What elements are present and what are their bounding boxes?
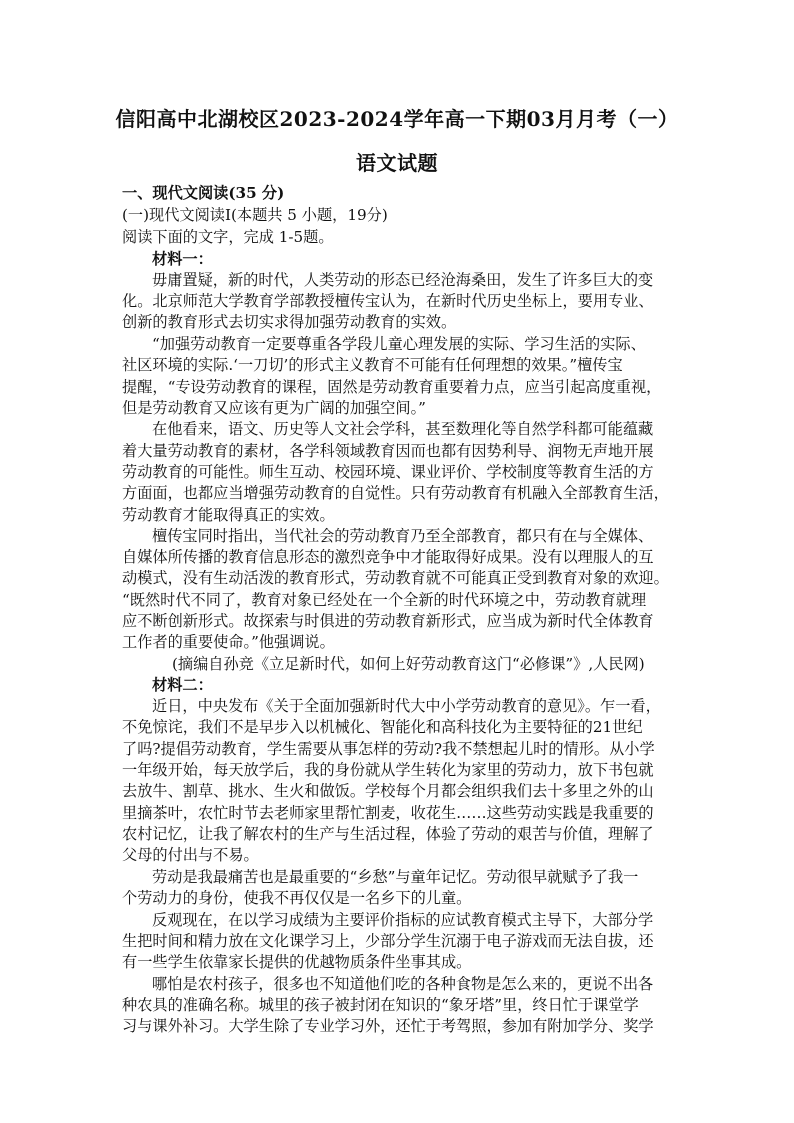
paragraph-line: 着大量劳动教育的素材，各学科领域教育因而也都有因势利导、润物无声地开展 <box>122 442 654 460</box>
exam-title: 信阳高中北湖校区2023-2024学年高一下期03月月考（一） <box>115 107 679 131</box>
paragraph-line: 提醒，“专设劳动教育的课程，固然是劳动教育重要着力点，应当引起高度重视， <box>122 378 662 396</box>
paragraph-line: 创新的教育形式去切实求得加强劳动教育的实效。 <box>122 313 457 331</box>
source-citation: (摘编自孙竞《立足新时代，如何上好劳动教育这门“必修课”》,人民网) <box>172 655 645 673</box>
paragraph-line: 种农具的准确名称。城里的孩子被封闭在知识的“象牙塔”里，终日忙于课堂学 <box>122 996 639 1014</box>
subsection-heading: (一)现代文阅读I(本题共 5 小题，19分) <box>122 206 388 224</box>
paragraph-line: 劳动是我最痛苦也是最重要的“乡愁”与童年记忆。劳动很早就赋予了我一 <box>152 868 639 886</box>
paragraph-line: 去放牛、割草、挑水、生火和做饭。学校每个月都会组织我们去十多里之外的山 <box>122 782 654 800</box>
paragraph-line: 个劳动力的身份，使我不再仅仅是一名乡下的儿童。 <box>122 889 472 907</box>
paragraph-line: 劳动教育的可能性。师生互动、校园环境、课业评价、学校制度等教育生活的方 <box>122 463 654 481</box>
paragraph-line: 生把时间和精力放在文化课学习上，少部分学生沉溺于电子游戏而无法自拔，还 <box>122 932 654 950</box>
material2-label: 材料二： <box>152 676 213 694</box>
paragraph-line: 在他看来，语文、历史等人文社会学科，甚至数理化等自然学科都可能蕴藏 <box>152 420 654 438</box>
paragraph-line: 应不断创新形式。故探索与时俱进的劳动教育新形式，应当成为新时代全体教育 <box>122 612 654 630</box>
paragraph-line: 父母的付出与不易。 <box>122 846 259 864</box>
paragraph-line: 农村记忆，让我了解农村的生产与生活过程，体验了劳动的艰苦与价值，理解了 <box>122 825 654 843</box>
paragraph-line: 劳动教育才能取得真正的实效。 <box>122 506 335 524</box>
reading-instruction: 阅读下面的文字，完成 1-5题。 <box>122 228 334 246</box>
paragraph-line: “加强劳动教育一定要尊重各学段儿童心理发展的实际、学习生活的实际、 <box>152 335 646 353</box>
paragraph-line: 工作者的重要使命。”他强调说。 <box>122 633 335 651</box>
paragraph-line: 化。北京师范大学教育学部教授檀传宝认为，在新时代历史坐标上，要用专业、 <box>122 292 654 310</box>
paragraph-line: 不免惊诧，我们不是早步入以机械化、智能化和高科技化为主要特征的21世纪 <box>122 718 643 736</box>
paragraph-line: 反观现在，在以学习成绩为主要评价指标的应试教育模式主导下，大部分学 <box>152 911 654 929</box>
paragraph-line: 习与课外补习。大学生除了专业学习外，还忙于考驾照，参加有附加学分、奖学 <box>122 1017 654 1035</box>
section-heading: 一、现代文阅读(35 分) <box>122 184 285 202</box>
paragraph-line: 一年级开始，每天放学后，我的身份就从学生转化为家里的劳动力，放下书包就 <box>122 761 654 779</box>
material1-label: 材料一： <box>152 250 213 268</box>
paragraph-line: 哪怕是农村孩子，很多也不知道他们吃的各种食物是怎么来的，更说不出各 <box>152 975 654 993</box>
exam-subtitle: 语文试题 <box>356 151 438 175</box>
paragraph-line: 方面面，也都应当增强劳动教育的自觉性。只有劳动教育有机融入全部教育生活， <box>122 484 669 502</box>
paragraph-line: 近日，中央发布《关于全面加强新时代大中小学劳动教育的意见》。乍一看， <box>152 697 661 715</box>
paragraph-line: “既然时代不同了，教育对象已经处在一个全新的时代环境之中，劳动教育就理 <box>122 591 647 609</box>
paragraph-line: 社区环境的实际.‘一刀切’的形式主义教育不可能有任何理想的效果。”檀传宝 <box>122 356 623 374</box>
paragraph-line: 自媒体所传播的教育信息形态的激烈竞争中才能取得好成果。没有以理服人的互 <box>122 548 654 566</box>
paragraph-line: 檀传宝同时指出，当代社会的劳动教育乃至全部教育，都只有在与全媒体、 <box>152 527 654 545</box>
paragraph-line: 毋庸置疑，新的时代，人类劳动的形态已经沧海桑田，发生了许多巨大的变 <box>152 271 654 289</box>
paragraph-line: 动模式，没有生动活泼的教育形式，劳动教育就不可能真正受到教育对象的欢迎。 <box>122 569 669 587</box>
paragraph-line: 里摘茶叶，农忙时节去老师家里帮忙割麦，收花生……这些劳动实践是我重要的 <box>122 804 654 822</box>
paragraph-line: 有一些学生依靠家长提供的优越物质条件坐事其成。 <box>122 953 472 971</box>
paragraph-line: 了吗?提倡劳动教育，学生需要从事怎样的劳动?我不禁想起儿时的情形。从小学 <box>122 740 655 758</box>
paragraph-line: 但是劳动教育又应该有更为广阔的加强空间。” <box>122 399 426 417</box>
